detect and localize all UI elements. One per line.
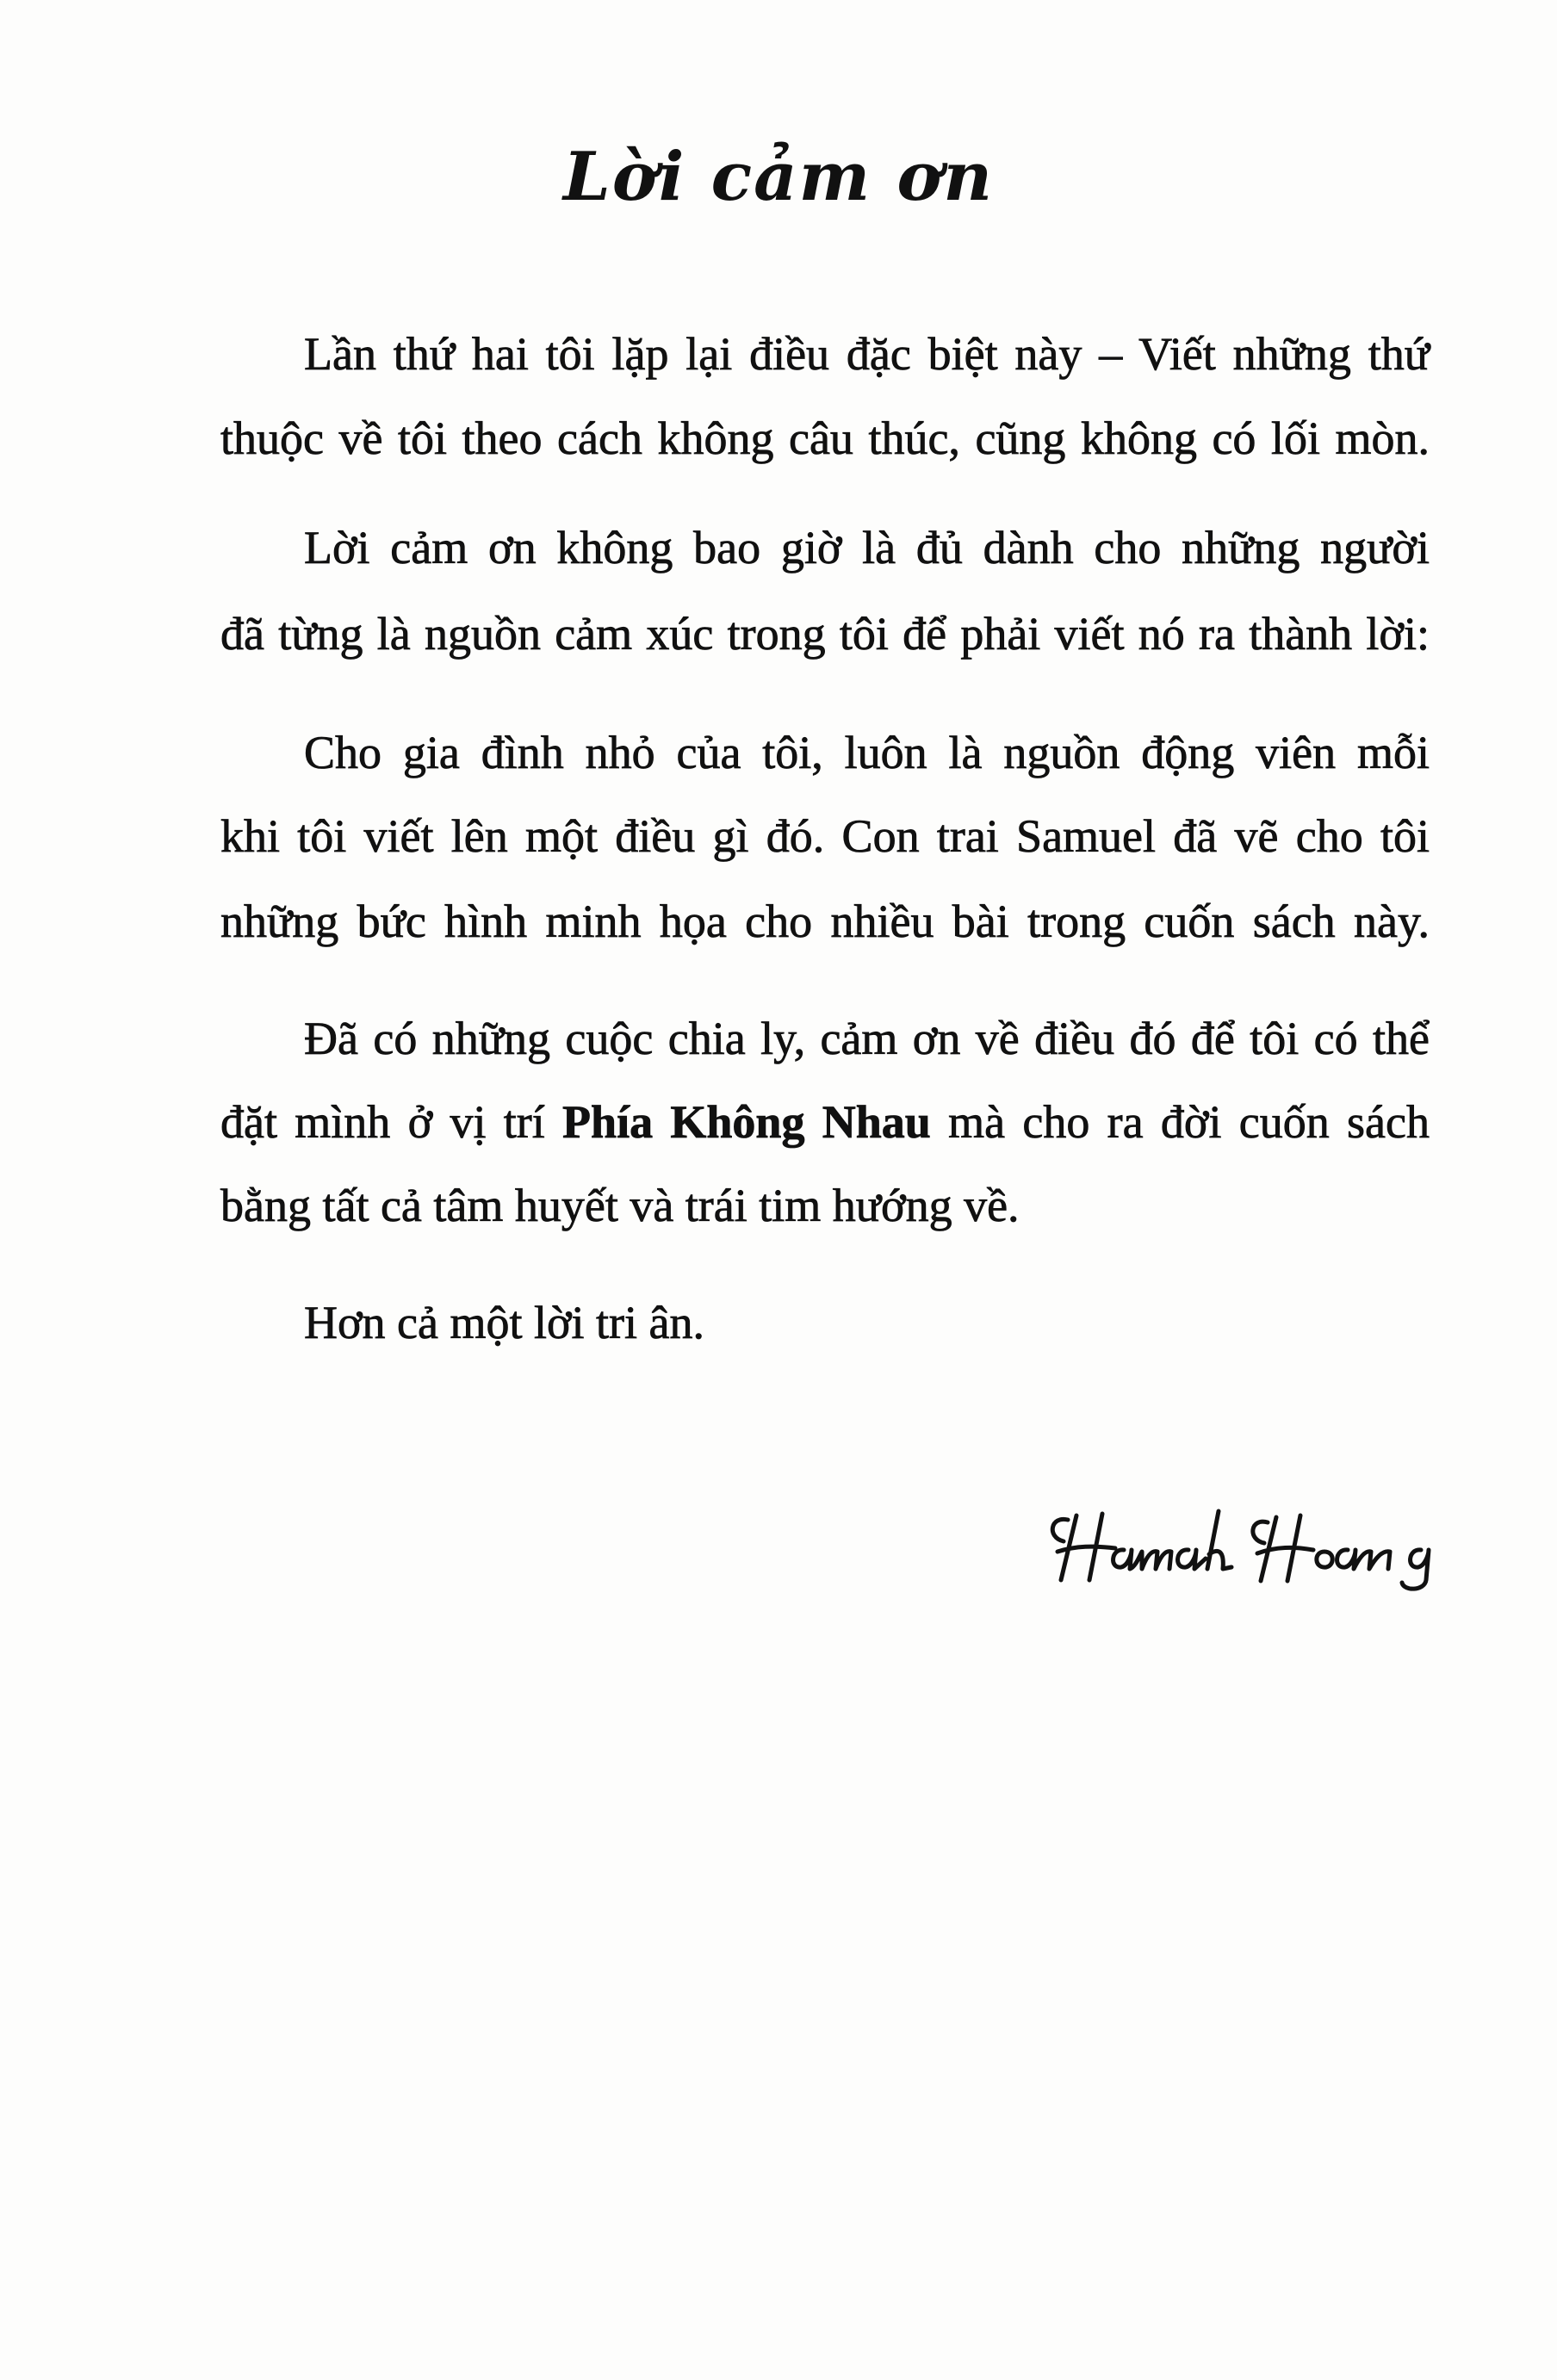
text-line: khi tôi viết lên một điều gì đó. Con trai Samuel đã vẽ cho tôi (220, 810, 1430, 862)
text-span: đặt mình ở vị trí (220, 1096, 563, 1148)
text-line: những bức hình minh họa cho nhiều bài trong cuốn sách này. (220, 896, 1430, 947)
text-line: bằng tất cả tâm huyết và trái tim hướng về. (220, 1180, 1020, 1231)
text-line: Đã có những cuộc chia ly, cảm ơn về điều đó để tôi có thể (304, 1013, 1430, 1064)
text-line (220, 1092, 1430, 1152)
text-line: Lời cảm ơn không bao giờ là đủ dành cho những người (304, 522, 1430, 573)
signature (1042, 1498, 1447, 1593)
text-line: Cho gia đình nhỏ của tôi, luôn là nguồn động viên mỗi (304, 727, 1430, 778)
page-title: Lời cảm ơn (562, 138, 995, 216)
book-title: Phía Không Nhau (562, 1096, 931, 1148)
text-line: Lần thứ hai tôi lặp lại điều đặc biệt này – Viết những thứ (304, 328, 1430, 380)
text-line: đã từng là nguồn cảm xúc trong tôi để phải viết nó ra thành lời: (220, 608, 1430, 660)
text-line: Hơn cả một lời tri ân. (304, 1297, 705, 1348)
text-span: mà cho ra đời cuốn sách (930, 1096, 1430, 1148)
text-line: thuộc về tôi theo cách không câu thúc, cũng không có lối mòn. (220, 412, 1430, 464)
